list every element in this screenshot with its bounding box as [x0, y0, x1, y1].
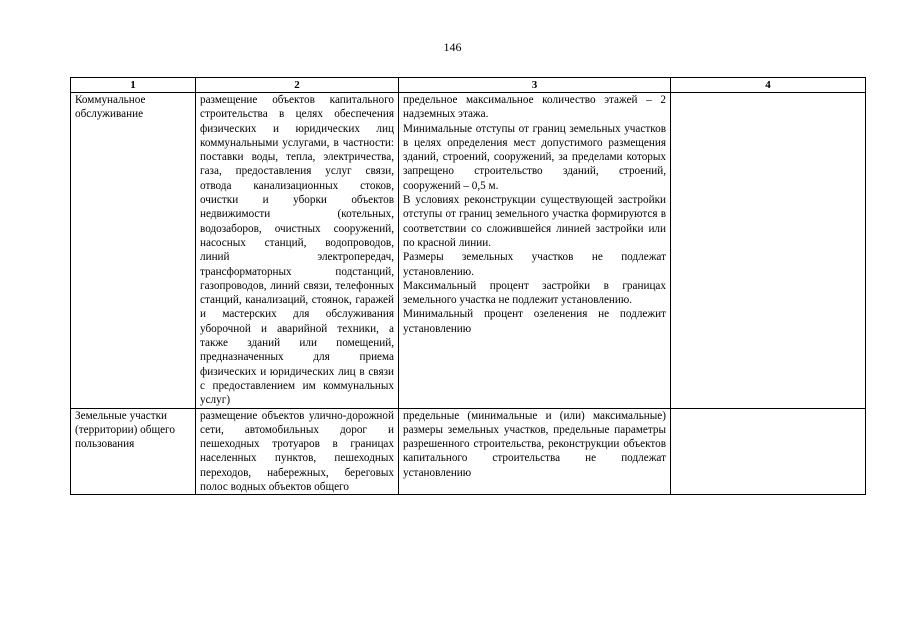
table-row — [71, 408, 866, 495]
table-header-row — [71, 78, 866, 93]
parameters-cell — [399, 408, 671, 495]
parameter-paragraph: В условиях реконструкции существующей застройки отступы от границ земельного участка формируются в соответствии со сложившейся линией застройки или по красной линии. — [403, 194, 666, 249]
parameter-paragraph: Минимальный процент озеленения не подлежит установлению — [403, 308, 666, 335]
land-use-table — [70, 77, 866, 495]
column-header: 2 — [196, 78, 399, 93]
page-number: 146 — [443, 40, 462, 54]
description-cell: размещение объектов улично-дорожной сети, автомобильных дорог и пешеходных тротуаров в границах населенных пунктов, пешеходных переходов, набережных, береговых полос водных объектов общего — [196, 408, 399, 495]
use-type-cell: Коммунальное обслуживание — [71, 93, 196, 409]
use-type-cell: Земельные участки (территории) общего пользования — [71, 408, 196, 495]
parameter-paragraph: Минимальные отступы от границ земельных участков в целях определения мест допустимого размещения зданий, строений, сооружений, за пределами которых запрещено строительство зданий, строений, сооружений – 0,5 м. — [403, 122, 666, 192]
column-header: 3 — [399, 78, 671, 93]
description-cell: размещение объектов капитального строительства в целях обеспечения физических и юридических лиц коммунальными услугами, в частности: поставки воды, тепла, электричества, газа, предоставления услуг связи, отвода канализационных стоков, очистки и уборки объектов недвижимости (котельных, водозаборов, очистных сооружений, насосных станций, водопроводов, линий электропередач, трансформаторных подстанций, газопроводов, линий связи, телефонных станций, канализаций, стоянок, гаражей и мастерских для обслуживания уборочной и аварийной техники, а также зданий или помещений, предназначенных для приема физических и юридических лиц в связи с предоставлением им коммунальных услуг) — [196, 93, 399, 409]
parameter-paragraph: предельные (минимальные и (или) максимальные) размеры земельных участков, предельные параметры разрешенного строительства, реконструкции объектов капитального строительства не подлежат установлению — [403, 409, 666, 479]
parameter-paragraph: Размеры земельных участков не подлежат установлению. — [403, 251, 666, 278]
parameter-paragraph: предельное максимальное количество этажей – 2 надземных этажа. — [403, 94, 666, 121]
notes-cell — [671, 93, 866, 409]
parameter-paragraph: Максимальный процент застройки в границах земельного участка не подлежит установлению. — [403, 279, 666, 307]
table-row — [71, 93, 866, 409]
column-header: 4 — [671, 78, 866, 93]
column-header: 1 — [71, 78, 196, 93]
notes-cell — [671, 408, 866, 495]
parameters-cell — [399, 93, 671, 409]
